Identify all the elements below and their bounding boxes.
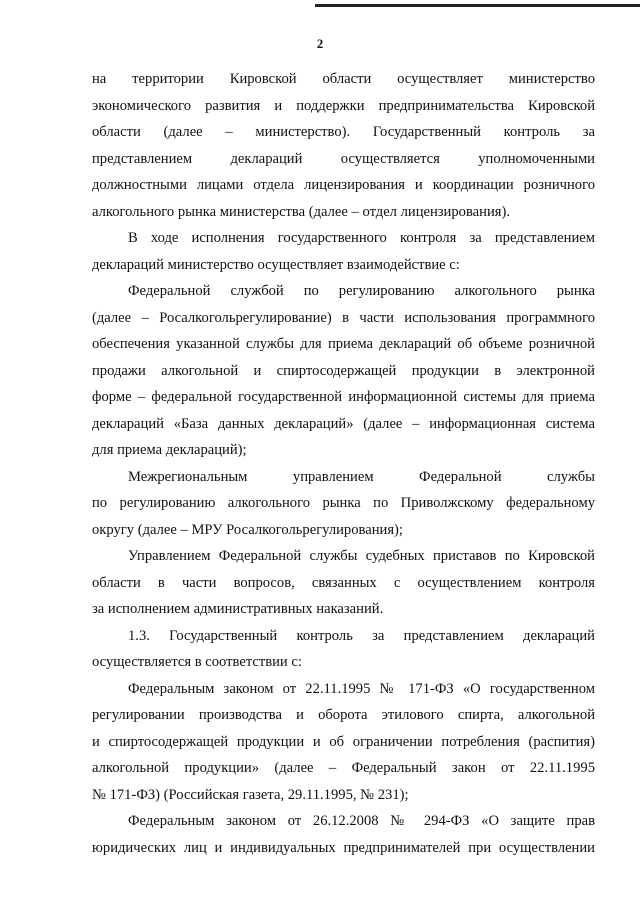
paragraph [92,676,595,809]
text-line: деклараций «База данных деклараций» (далее – информационная система [92,415,595,432]
text-line: Межрегиональным управлением Федеральной службы [128,468,595,485]
text-line: 1.3. Государственный контроль за представлением деклараций [128,627,595,644]
text-line: Федеральным законом от 22.11.1995 № 171-ФЗ «О государственном [128,680,595,697]
paragraph [92,543,595,623]
text-line: осуществляется в соответствии с: [92,654,302,670]
text-line: за исполнением административных наказаний. [92,601,384,617]
text-line: юридических лиц и индивидуальных предпринимателей при осуществлении [92,839,595,856]
text-line: продажи алкогольной и спиртосодержащей продукции в электронной [92,362,595,379]
text-line: алкогольной продукции» (далее – Федеральный закон от 22.11.1995 [92,760,595,776]
text-line: должностными лицами отдела лицензирования и координации розничного [92,177,595,193]
paragraph [92,66,595,225]
text-line: области (далее – министерство). Государственный контроль за [92,124,595,140]
text-line: представлением деклараций осуществляется уполномоченными [92,150,595,167]
paragraph [92,464,595,544]
text-line: алкогольного рынка министерства (далее – отдел лицензирования). [92,203,510,220]
text-line: Управлением Федеральной службы судебных приставов по Кировской [128,548,595,564]
text-line: и спиртосодержащей продукции и об ограничении потребления (распития) [92,733,595,750]
text-line: Федеральной службой по регулированию алкогольного рынка [128,283,595,299]
text-line: регулировании производства и оборота этилового спирта, алкогольной [92,707,595,723]
text-line: области в части вопросов, связанных с осуществлением контроля [92,574,595,591]
text-line: экономического развития и поддержки предпринимательства Кировской [92,97,595,114]
text-line: (далее – Росалкогольрегулирование) в части использования программного [92,309,595,326]
paragraph [92,225,595,278]
text-line: форме – федеральной государственной информационной системы для приема [92,389,595,405]
text-line: Федеральным законом от 26.12.2008 № 294-ФЗ «О защите прав [128,813,595,829]
text-line: № 171-ФЗ) (Российская газета, 29.11.1995, № 231); [92,786,409,803]
page-number: 2 [316,36,324,51]
paragraph [92,278,595,464]
scan-edge-line [315,4,640,7]
text-line: В ходе исполнения государственного контроля за представлением [128,230,595,246]
text-line: по регулированию алкогольного рынка по Приволжскому федеральному [92,495,595,511]
paragraph [92,808,595,861]
document-body [92,66,595,861]
text-line: округу (далее – МРУ Росалкогольрегулирования); [92,521,403,538]
text-line: для приема деклараций); [92,442,247,458]
paragraph [92,623,595,676]
text-line: деклараций министерство осуществляет взаимодействие с: [92,256,460,273]
text-line: на территории Кировской области осуществляет министерство [92,71,595,87]
text-line: обеспечения указанной службы для приема деклараций об объеме розничной [92,336,595,352]
